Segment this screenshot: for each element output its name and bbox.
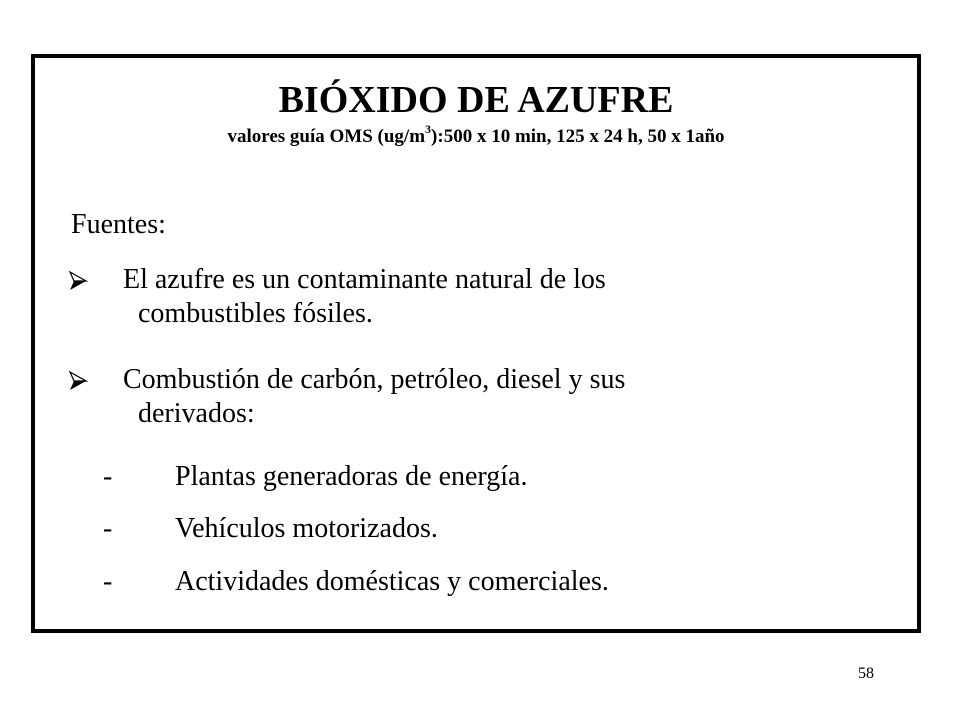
slide-frame xyxy=(31,54,921,633)
arrowhead-bullet-icon xyxy=(68,263,94,291)
subtitle-prefix: valores guía OMS (ug/m xyxy=(227,126,426,147)
subtitle-superscript: 3 xyxy=(425,121,432,136)
bullet-line-2: derivados: xyxy=(138,398,255,429)
slide-subtitle xyxy=(35,121,917,149)
subtitle-suffix: ):500 x 10 min, 125 x 24 h, 50 x 1año xyxy=(431,126,725,147)
bullet-text xyxy=(123,263,858,331)
sub-item-text: Vehículos motorizados. xyxy=(175,513,438,544)
dash-marker: - xyxy=(103,566,113,597)
arrowhead-bullet-icon xyxy=(68,363,94,391)
bullet-line-2: combustibles fósiles. xyxy=(138,298,373,329)
bullet-line-1: El azufre es un contaminante natural de los xyxy=(123,264,606,295)
page-number: 58 xyxy=(858,665,874,682)
dash-marker: - xyxy=(103,461,113,492)
bullet-line-1: Combustión de carbón, petróleo, diesel y sus xyxy=(123,364,626,395)
sub-item-text: Plantas generadoras de energía. xyxy=(175,461,528,492)
sub-item-text: Actividades domésticas y comerciales. xyxy=(175,566,609,597)
section-label: Fuentes: xyxy=(71,209,166,240)
slide-title: BIÓXIDO DE AZUFRE xyxy=(278,79,674,121)
dash-marker: - xyxy=(103,513,113,544)
bullet-text xyxy=(123,363,858,431)
